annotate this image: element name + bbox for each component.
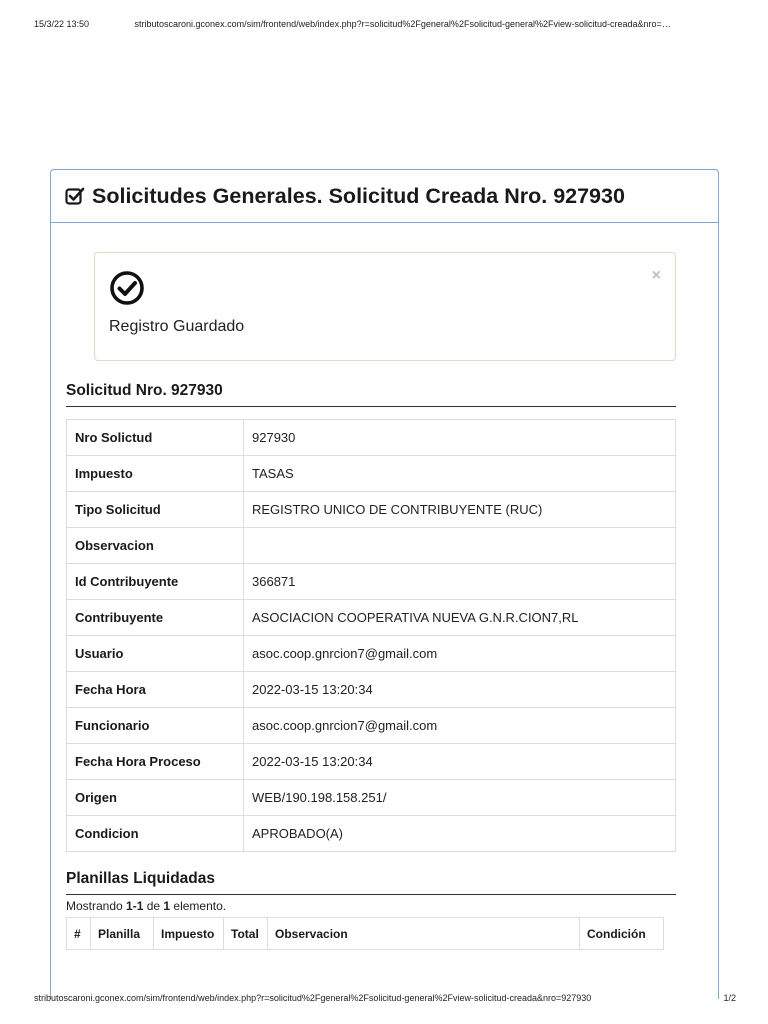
row-value: APROBADO(A) bbox=[244, 816, 676, 852]
table-row bbox=[67, 564, 676, 600]
row-value: REGISTRO UNICO DE CONTRIBUYENTE (RUC) bbox=[244, 492, 676, 528]
row-label: Fecha Hora bbox=[67, 672, 244, 708]
footer-page-number: 1/2 bbox=[723, 993, 736, 1003]
row-label: Impuesto bbox=[67, 456, 244, 492]
table-row bbox=[67, 780, 676, 816]
summary-prefix: Mostrando bbox=[66, 899, 127, 913]
table-row bbox=[67, 456, 676, 492]
alert-message: Registro Guardado bbox=[109, 318, 245, 335]
row-label: Contribuyente bbox=[67, 600, 244, 636]
row-value: 2022-03-15 13:20:34 bbox=[244, 744, 676, 780]
row-value: 366871 bbox=[244, 564, 676, 600]
close-button[interactable]: × bbox=[651, 267, 661, 284]
row-label: Tipo Solicitud bbox=[67, 492, 244, 528]
row-label: Observacion bbox=[67, 528, 244, 564]
solicitud-section-title: Solicitud Nro. 927930 bbox=[66, 382, 676, 407]
column-header-planilla: Planilla bbox=[91, 918, 154, 950]
page-title-text: Solicitudes Generales. Solicitud Creada Nro. 927930 bbox=[92, 183, 625, 208]
solicitud-panel bbox=[50, 169, 719, 999]
table-row bbox=[67, 636, 676, 672]
print-header bbox=[34, 19, 738, 29]
row-value: 927930 bbox=[244, 420, 676, 456]
check-square-icon bbox=[65, 186, 85, 206]
row-label: Funcionario bbox=[67, 708, 244, 744]
row-value: TASAS bbox=[244, 456, 676, 492]
row-label: Usuario bbox=[67, 636, 244, 672]
table-row bbox=[67, 420, 676, 456]
planillas-table bbox=[66, 917, 664, 950]
table-row bbox=[67, 600, 676, 636]
panel-heading bbox=[51, 170, 718, 223]
row-value: ASOCIACION COOPERATIVA NUEVA G.N.R.CION7,RL bbox=[244, 600, 676, 636]
table-row bbox=[67, 816, 676, 852]
solicitud-detail-table bbox=[66, 419, 676, 852]
results-summary bbox=[66, 899, 226, 913]
page-title bbox=[65, 184, 625, 209]
planillas-section-title: Planillas Liquidadas bbox=[66, 870, 676, 895]
row-label: Origen bbox=[67, 780, 244, 816]
row-value: asoc.coop.gnrcion7@gmail.com bbox=[244, 636, 676, 672]
row-value bbox=[244, 528, 676, 564]
row-label: Nro Solictud bbox=[67, 420, 244, 456]
row-value: WEB/190.198.158.251/ bbox=[244, 780, 676, 816]
row-label: Fecha Hora Proceso bbox=[67, 744, 244, 780]
column-header-impuesto: Impuesto bbox=[154, 918, 224, 950]
table-row bbox=[67, 708, 676, 744]
summary-suffix: elemento. bbox=[170, 899, 227, 913]
footer-url: stributoscaroni.gconex.com/sim/frontend/web/index.php?r=solicitud%2Fgeneral%2Fsolicitud-general%2Fview-solicitud-creada&nro=927930 bbox=[34, 993, 592, 1003]
table-row bbox=[67, 744, 676, 780]
summary-range: 1-1 bbox=[126, 899, 144, 913]
column-header-condicion: Condición bbox=[580, 918, 664, 950]
check-circle-icon bbox=[109, 270, 145, 306]
table-row bbox=[67, 528, 676, 564]
column-header-total: Total bbox=[224, 918, 268, 950]
column-header-number: # bbox=[67, 918, 91, 950]
table-row bbox=[67, 672, 676, 708]
summary-total: 1 bbox=[163, 899, 171, 913]
success-alert bbox=[94, 252, 676, 361]
table-header-row bbox=[67, 918, 664, 950]
column-header-observacion: Observacion bbox=[268, 918, 580, 950]
table-row bbox=[67, 492, 676, 528]
print-footer bbox=[34, 993, 736, 1003]
print-timestamp: 15/3/22 13:50 bbox=[34, 19, 90, 29]
row-value: 2022-03-15 13:20:34 bbox=[244, 672, 676, 708]
row-label: Condicion bbox=[67, 816, 244, 852]
row-label: Id Contribuyente bbox=[67, 564, 244, 600]
summary-middle: de bbox=[143, 899, 164, 913]
row-value: asoc.coop.gnrcion7@gmail.com bbox=[244, 708, 676, 744]
print-url: stributoscaroni.gconex.com/sim/frontend/web/index.php?r=solicitud%2Fgeneral%2Fsolicitud-general%2Fview-solicitud-creada&nro=… bbox=[134, 19, 671, 29]
